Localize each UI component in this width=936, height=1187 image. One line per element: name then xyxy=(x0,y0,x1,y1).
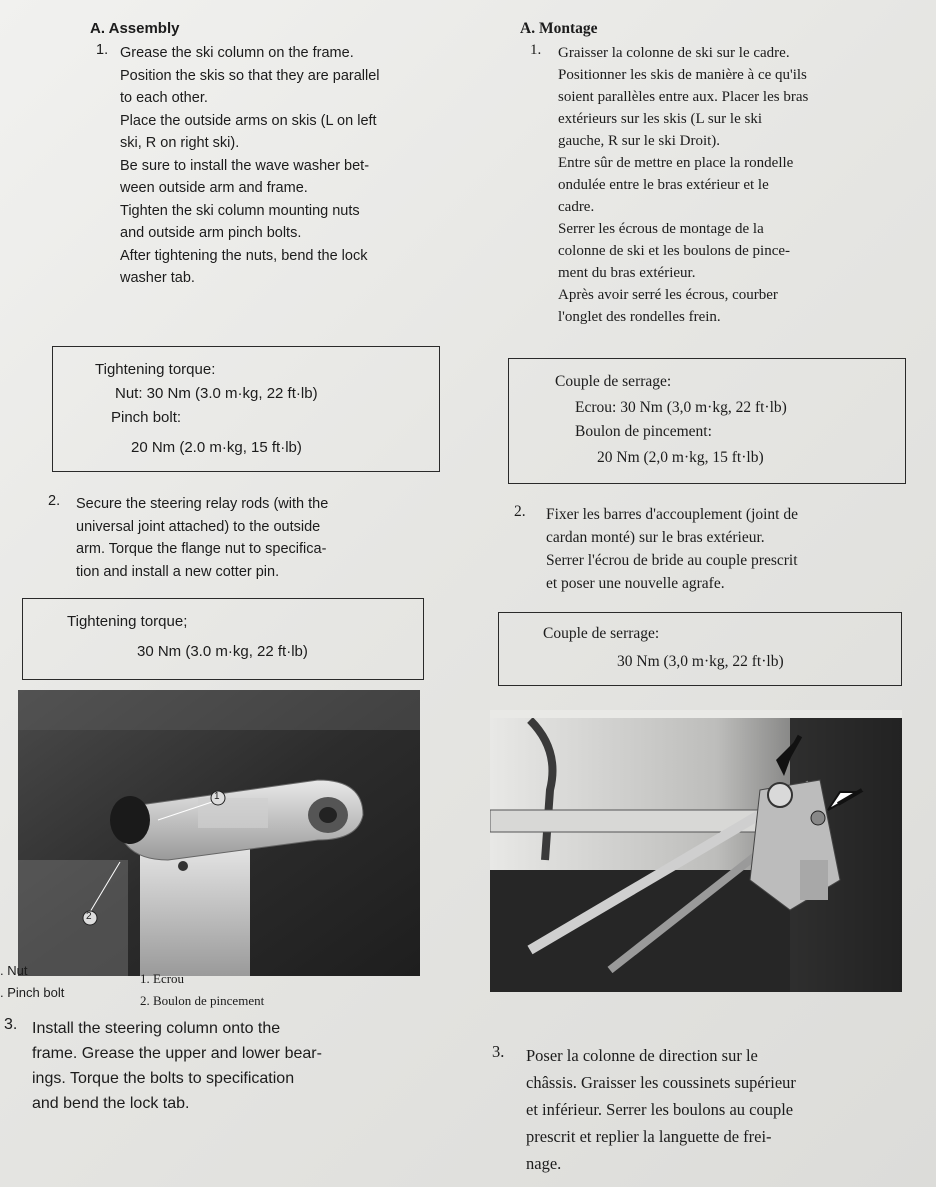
caption-nut: . Nut xyxy=(0,963,28,978)
relay-rod-illustration xyxy=(490,710,902,992)
text-line: and outside arm pinch bolts. xyxy=(120,225,302,241)
en-step-2-text xyxy=(76,493,446,583)
text-line: and bend the lock tab. xyxy=(32,1095,190,1112)
torque-nut-value: Nut: 30 Nm (3.0 m·kg, 22 ft·lb) xyxy=(115,385,318,402)
text-line: Grease the ski column on the frame. xyxy=(120,45,354,61)
text-line: frame. Grease the upper and lower bear- xyxy=(32,1045,322,1062)
caption-boulon-de-pincement: 2. Boulon de pincement xyxy=(140,993,265,1008)
fr-step-1-number: 1. xyxy=(530,42,542,58)
en-step-3-text xyxy=(32,1016,422,1116)
text-line: colonne de ski et les boulons de pince- xyxy=(558,243,791,259)
text-line: Tighten the ski column mounting nuts xyxy=(120,202,360,219)
text-line: et poser une nouvelle agrafe. xyxy=(546,575,725,592)
torque-title: Couple de serrage: xyxy=(555,373,672,390)
text-line: After tightening the nuts, bend the lock xyxy=(120,247,368,264)
torque-title: Tightening torque; xyxy=(67,613,188,630)
text-line: Positionner les skis de manière à ce qu'ils xyxy=(558,67,807,83)
text-line: to each other. xyxy=(120,90,208,106)
text-line: washer tab. xyxy=(120,270,195,286)
text-line: Secure the steering relay rods (with the xyxy=(76,496,329,512)
fr-torque-box-2 xyxy=(498,612,902,686)
text-line: soient parallèles entre aux. Placer les bras xyxy=(558,89,809,105)
callout-1: 1 xyxy=(214,791,220,802)
steering-arm-illustration xyxy=(18,690,420,976)
relay-rod-photo xyxy=(490,710,902,992)
fr-step-1-text xyxy=(558,42,908,328)
torque-title: Tightening torque: xyxy=(95,361,216,378)
text-line: arm. Torque the flange nut to specifica- xyxy=(76,541,327,557)
text-line: Install the steering column onto the xyxy=(32,1020,281,1037)
text-line: cadre. xyxy=(558,199,595,215)
text-line: Fixer les barres d'accouplement (joint de xyxy=(546,506,798,523)
text-line: universal joint attached) to the outside xyxy=(76,518,321,535)
fr-step-3-text xyxy=(526,1042,910,1177)
text-line: ings. Torque the bolts to specification xyxy=(32,1070,295,1087)
text-line: ween outside arm and frame. xyxy=(120,180,308,196)
fr-step-3-number: 3. xyxy=(492,1042,505,1061)
en-torque-box-2 xyxy=(22,598,424,680)
fr-torque-box-1 xyxy=(508,358,906,484)
text-line: Poser la colonne de direction sur le xyxy=(526,1046,758,1065)
torque-nut-value: Ecrou: 30 Nm (3,0 m·kg, 22 ft·lb) xyxy=(575,399,787,416)
text-line: nage. xyxy=(526,1154,562,1173)
steering-arm-photo xyxy=(18,690,420,976)
en-step-2-number: 2. xyxy=(48,493,61,509)
text-line: prescrit et replier la languette de frei- xyxy=(526,1127,772,1146)
montage-heading: A. Montage xyxy=(520,20,598,37)
text-line: Be sure to install the wave washer bet- xyxy=(120,157,370,174)
text-line: ski, R on right ski). xyxy=(120,135,240,151)
text-line: Graisser la colonne de ski sur le cadre. xyxy=(558,45,790,61)
caption-ecrou: 1. Ecrou xyxy=(140,971,185,986)
en-step-1-text xyxy=(120,42,465,290)
text-line: gauche, R sur le ski Droit). xyxy=(558,133,721,149)
en-step-1-number: 1. xyxy=(96,42,109,58)
caption-pinch-bolt: . Pinch bolt xyxy=(0,985,65,1000)
text-line: extérieurs sur les skis (L sur le ski xyxy=(558,111,762,127)
fr-step-2-text xyxy=(546,503,912,595)
text-line: Serrer l'écrou de bride au couple prescrit xyxy=(546,552,798,569)
text-line: l'onglet des rondelles frein. xyxy=(558,309,721,325)
torque-title: Couple de serrage: xyxy=(543,625,660,642)
text-line: Entre sûr de mettre en place la rondelle xyxy=(558,155,794,171)
torque-pinch-value: 20 Nm (2,0 m·kg, 15 ft·lb) xyxy=(597,449,764,466)
torque-pinch-label: Boulon de pincement: xyxy=(575,423,712,440)
text-line: et inférieur. Serrer les boulons au couple xyxy=(526,1100,794,1119)
callout-2: 2 xyxy=(86,911,92,922)
assembly-heading: A. Assembly xyxy=(90,20,180,37)
torque-value: 30 Nm (3.0 m·kg, 22 ft·lb) xyxy=(137,643,308,660)
en-step-3-number: 3. xyxy=(4,1016,18,1033)
text-line: tion and install a new cotter pin. xyxy=(76,563,280,580)
text-line: Place the outside arms on skis (L on left xyxy=(120,112,377,129)
text-line: Position the skis so that they are parallel xyxy=(120,67,380,84)
text-line: Après avoir serré les écrous, courber xyxy=(558,287,778,303)
fr-step-2-number: 2. xyxy=(514,503,526,520)
text-line: châssis. Graisser les coussinets supérieur xyxy=(526,1073,796,1092)
en-torque-box-1 xyxy=(52,346,440,472)
text-line: ment du bras extérieur. xyxy=(558,265,696,281)
torque-pinch-value: 20 Nm (2.0 m·kg, 15 ft·lb) xyxy=(131,439,302,456)
text-line: cardan monté) sur le bras extérieur. xyxy=(546,529,765,546)
text-line: ondulée entre le bras extérieur et le xyxy=(558,177,769,193)
torque-value: 30 Nm (3,0 m·kg, 22 ft·lb) xyxy=(617,653,784,670)
torque-pinch-label: Pinch bolt: xyxy=(111,409,182,426)
text-line: Serrer les écrous de montage de la xyxy=(558,221,764,237)
